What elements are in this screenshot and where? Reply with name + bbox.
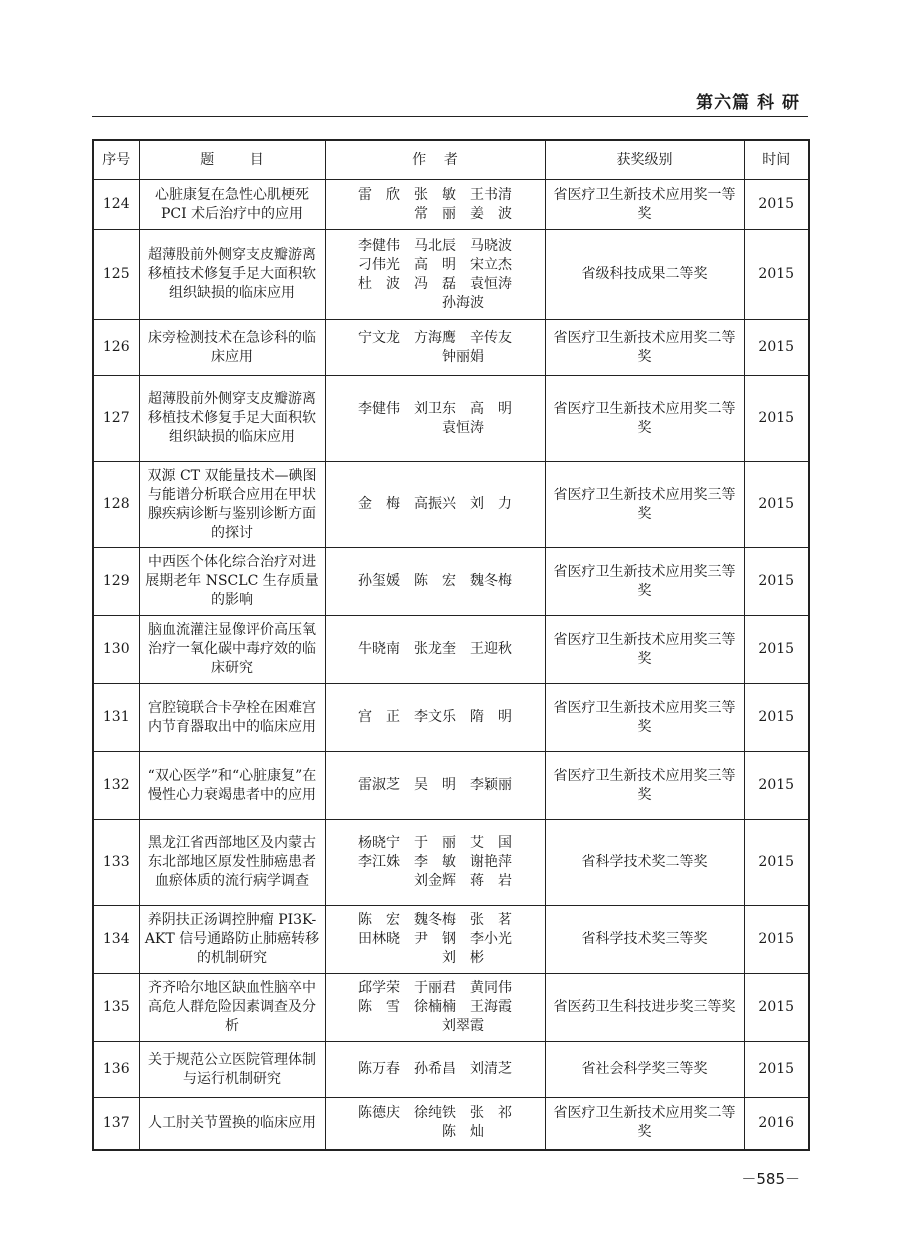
cell-year: 2016 — [744, 1098, 809, 1150]
cell-award: 省社会科学奖三等奖 — [545, 1042, 744, 1098]
cell-authors: 陈万春 孙希昌 刘清芝 — [325, 1042, 545, 1098]
cell-title: 黑龙江省西部地区及内蒙古东北部地区原发性肺癌患者血瘀体质的流行病学调查 — [139, 820, 325, 906]
cell-year: 2015 — [744, 548, 809, 616]
cell-authors: 邱学荣 于丽君 黄同伟 陈 雪 徐楠楠 王海霞 刘翠霞 — [325, 974, 545, 1042]
cell-title: 关于规范公立医院管理体制与运行机制研究 — [139, 1042, 325, 1098]
table-row — [93, 974, 809, 1042]
cell-num: 133 — [93, 820, 139, 906]
cell-title: 床旁检测技术在急诊科的临床应用 — [139, 320, 325, 376]
cell-authors: 陈 宏 魏冬梅 张 茗 田林晓 尹 钢 李小光 刘 彬 — [325, 906, 545, 974]
cell-title: 中西医个体化综合治疗对进展期老年 NSCLC 生存质量的影响 — [139, 548, 325, 616]
cell-year: 2015 — [744, 616, 809, 684]
table-row — [93, 820, 809, 906]
cell-award: 省医疗卫生新技术应用奖二等奖 — [545, 320, 744, 376]
col-header-award: 获奖级别 — [545, 140, 744, 180]
table-row — [93, 180, 809, 230]
cell-title: 人工肘关节置换的临床应用 — [139, 1098, 325, 1150]
cell-authors: 牛晓南 张龙奎 王迎秋 — [325, 616, 545, 684]
cell-year: 2015 — [744, 180, 809, 230]
chapter-header: 第六篇 科 研 — [696, 93, 800, 113]
cell-award: 省医药卫生科技进步奖三等奖 — [545, 974, 744, 1042]
cell-title: 齐齐哈尔地区缺血性脑卒中高危人群危险因素调查及分析 — [139, 974, 325, 1042]
cell-num: 132 — [93, 752, 139, 820]
cell-authors: 雷淑芝 吴 明 李颖丽 — [325, 752, 545, 820]
cell-year: 2015 — [744, 462, 809, 548]
header-rule — [92, 116, 808, 117]
cell-num: 135 — [93, 974, 139, 1042]
cell-title: 脑血流灌注显像评价高压氧治疗一氧化碳中毒疗效的临床研究 — [139, 616, 325, 684]
cell-title: 超薄股前外侧穿支皮瓣游离移植技术修复手足大面积软组织缺损的临床应用 — [139, 230, 325, 320]
col-header-authors: 作 者 — [325, 140, 545, 180]
cell-year: 2015 — [744, 974, 809, 1042]
cell-award: 省医疗卫生新技术应用奖三等奖 — [545, 684, 744, 752]
cell-award: 省医疗卫生新技术应用奖一等奖 — [545, 180, 744, 230]
table-header-row — [93, 140, 809, 180]
cell-title: 心脏康复在急性心肌梗死 PCI 术后治疗中的应用 — [139, 180, 325, 230]
cell-num: 125 — [93, 230, 139, 320]
cell-award: 省医疗卫生新技术应用奖二等奖 — [545, 376, 744, 462]
cell-num: 134 — [93, 906, 139, 974]
cell-num: 137 — [93, 1098, 139, 1150]
col-header-year: 时间 — [744, 140, 809, 180]
table-row — [93, 752, 809, 820]
cell-year: 2015 — [744, 1042, 809, 1098]
cell-title: “双心医学”和“心脏康复”在慢性心力衰竭患者中的应用 — [139, 752, 325, 820]
cell-authors: 李健伟 刘卫东 高 明 袁恒涛 — [325, 376, 545, 462]
cell-num: 128 — [93, 462, 139, 548]
col-header-num: 序号 — [93, 140, 139, 180]
awards-table — [92, 139, 810, 1151]
cell-authors: 宁文龙 方海鹰 辛传友 钟丽娟 — [325, 320, 545, 376]
cell-award: 省科学技术奖二等奖 — [545, 820, 744, 906]
cell-num: 136 — [93, 1042, 139, 1098]
cell-title: 双源 CT 双能量技术—碘图与能谱分析联合应用在甲状腺疾病诊断与鉴别诊断方面的探讨 — [139, 462, 325, 548]
page-number: －585－ — [741, 1170, 800, 1188]
cell-year: 2015 — [744, 752, 809, 820]
cell-authors: 金 梅 高振兴 刘 力 — [325, 462, 545, 548]
cell-title: 超薄股前外侧穿支皮瓣游离移植技术修复手足大面积软组织缺损的临床应用 — [139, 376, 325, 462]
table-row — [93, 684, 809, 752]
cell-award: 省医疗卫生新技术应用奖三等奖 — [545, 462, 744, 548]
table-row — [93, 320, 809, 376]
table-row — [93, 906, 809, 974]
cell-award: 省科学技术奖三等奖 — [545, 906, 744, 974]
cell-authors: 李健伟 马北辰 马晓波 刁伟光 高 明 宋立杰 杜 波 冯 磊 袁恒涛 孙海波 — [325, 230, 545, 320]
cell-authors: 孙玺媛 陈 宏 魏冬梅 — [325, 548, 545, 616]
table-row — [93, 548, 809, 616]
cell-year: 2015 — [744, 684, 809, 752]
col-header-title: 题 目 — [139, 140, 325, 180]
table-row — [93, 1098, 809, 1150]
cell-authors: 杨晓宁 于 丽 艾 国 李江姝 李 敏 谢艳萍 刘金辉 蒋 岩 — [325, 820, 545, 906]
cell-num: 131 — [93, 684, 139, 752]
cell-num: 126 — [93, 320, 139, 376]
cell-authors: 宫 正 李文乐 隋 明 — [325, 684, 545, 752]
cell-award: 省医疗卫生新技术应用奖三等奖 — [545, 616, 744, 684]
cell-title: 宫腔镜联合卡孕栓在困难宫内节育器取出中的临床应用 — [139, 684, 325, 752]
cell-year: 2015 — [744, 230, 809, 320]
cell-num: 124 — [93, 180, 139, 230]
cell-year: 2015 — [744, 906, 809, 974]
cell-award: 省医疗卫生新技术应用奖三等奖 — [545, 548, 744, 616]
cell-num: 129 — [93, 548, 139, 616]
cell-authors: 雷 欣 张 敏 王书清 常 丽 姜 波 — [325, 180, 545, 230]
cell-award: 省级科技成果二等奖 — [545, 230, 744, 320]
table-row — [93, 462, 809, 548]
cell-num: 130 — [93, 616, 139, 684]
table-row — [93, 230, 809, 320]
cell-title: 养阴扶正汤调控肿瘤 PI3K-AKT 信号通路防止肺癌转移的机制研究 — [139, 906, 325, 974]
cell-year: 2015 — [744, 820, 809, 906]
cell-year: 2015 — [744, 376, 809, 462]
table-row — [93, 1042, 809, 1098]
table-body — [93, 180, 809, 1150]
cell-award: 省医疗卫生新技术应用奖二等奖 — [545, 1098, 744, 1150]
cell-num: 127 — [93, 376, 139, 462]
cell-authors: 陈德庆 徐纯铁 张 祁 陈 灿 — [325, 1098, 545, 1150]
table-row — [93, 616, 809, 684]
cell-year: 2015 — [744, 320, 809, 376]
cell-award: 省医疗卫生新技术应用奖三等奖 — [545, 752, 744, 820]
table-row — [93, 376, 809, 462]
